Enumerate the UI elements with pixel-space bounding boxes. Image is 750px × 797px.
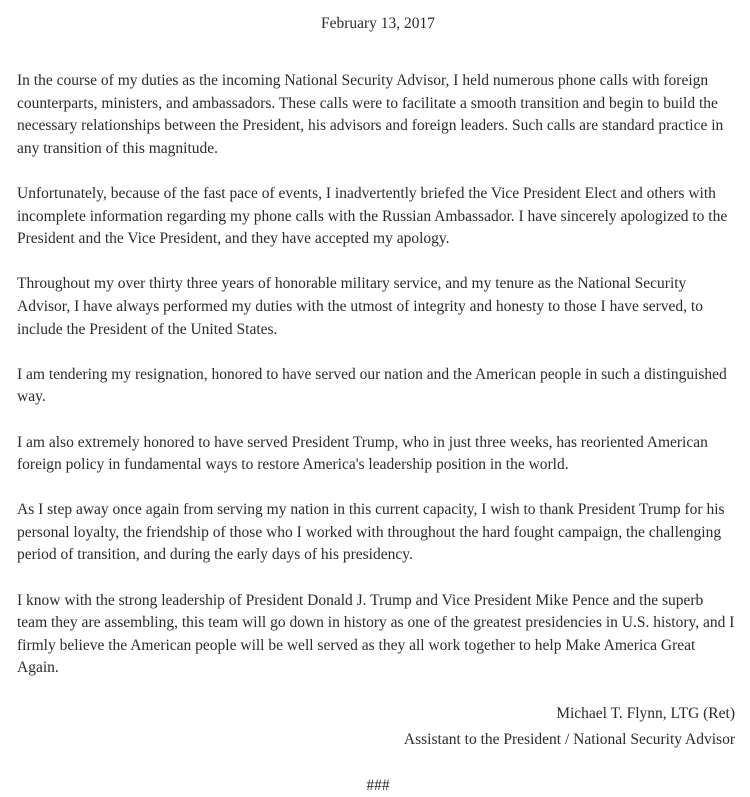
paragraph-6: As I step away once again from serving my nation in this current capacity, I wish to thank President Trump for his personal loyalty, the friendship of those who I worked with throughout the hard fought campaign, the challenging period of transition, and during the early days of his presidency. (17, 501, 725, 564)
paragraph-2: Unfortunately, because of the fast pace of events, I inadvertently briefed the Vice President Elect and others with incomplete information regarding my phone calls with the Russian Ambassador. I have sincerely apologized to the President and the Vice President, and they have accepted my apology. (17, 184, 728, 248)
end-mark: ### (366, 777, 390, 795)
paragraph-4: I am tendering my resignation, honored to have served our nation and the American people in such a distinguished way. (17, 365, 727, 406)
signature-name: Michael T. Flynn, LTG (Ret) (556, 705, 735, 723)
paragraph-3: Throughout my over thirty three years of honorable military service, and my tenure as the National Security Advisor, I have always performed my duties with the utmost of integrity and honesty to those I have served, to include the President of the United States. (17, 275, 703, 338)
signature-title: Assistant to the President / National Security Advisor (403, 730, 735, 748)
letter-date: February 13, 2017 (320, 15, 436, 32)
letter-page (17, 0, 735, 797)
paragraph-7: I know with the strong leadership of President Donald J. Trump and Vice President Mike Pence and the superb team they are assembling, this team will go down in history as one of the greatest presidencies in U.S. history, and I firmly believe the American people will be well served as they all work together to help Make America Great Again. (17, 591, 735, 677)
signature-block (17, 703, 735, 751)
paragraph-1: In the course of my duties as the incoming National Security Advisor, I held numerous phone calls with foreign counterparts, ministers, and ambassadors. These calls were to facilitate a smooth transition and begin to build the necessary relationships between the President, his advisors and foreign leaders. Such calls are standard practice in any transition of this magnitude. (17, 72, 724, 157)
paragraph-5: I am also extremely honored to have served President Trump, who in just three weeks, has reoriented American foreign policy in fundamental ways to restore America's leadership position in the world. (17, 433, 708, 474)
